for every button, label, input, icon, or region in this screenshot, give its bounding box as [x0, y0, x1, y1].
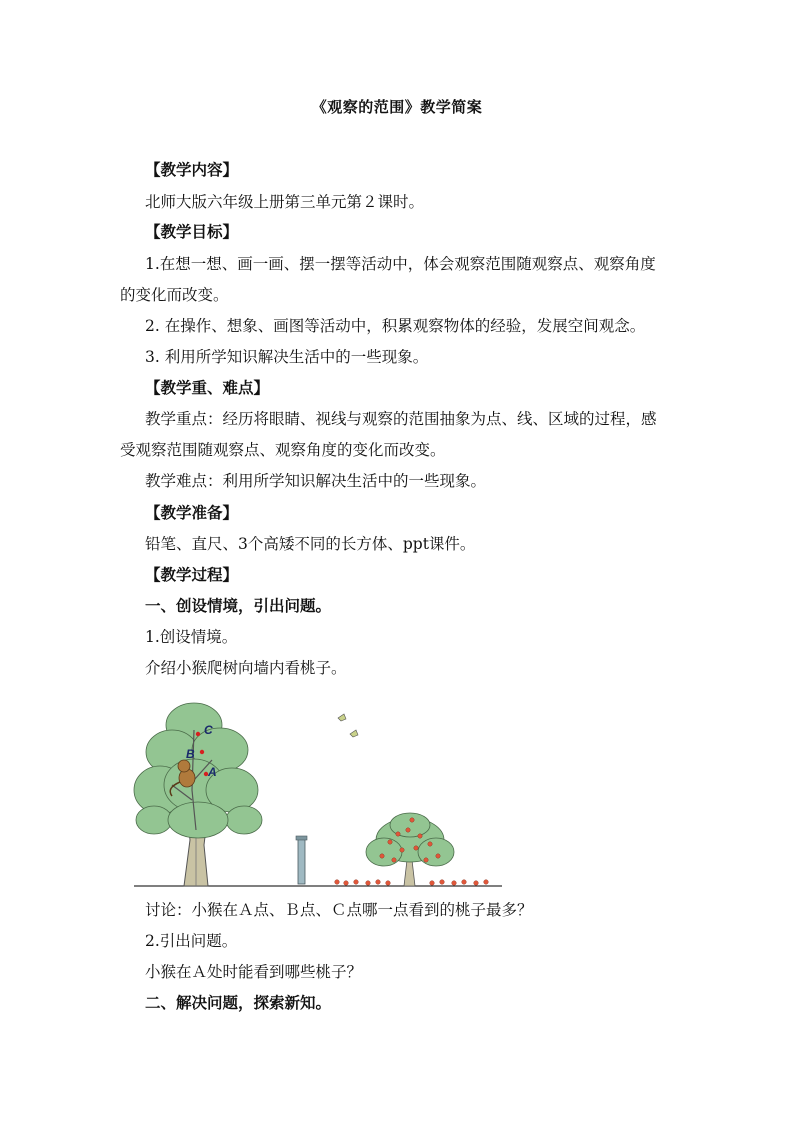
goal-1-line-1: 1.在想一想、画一画、摆一摆等活动中，体会观察范围随观察点、观察角度: [145, 255, 656, 273]
section-head-content: 【教学内容】: [145, 160, 239, 179]
point-b-marker: [200, 750, 204, 754]
key-point-line-1: 教学重点：经历将眼睛、视线与观察的范围抽象为点、线、区域的过程，感: [145, 410, 657, 428]
step-1: 1.创设情境。: [145, 628, 238, 646]
bird-icon: [350, 730, 358, 737]
bird-icon: [338, 714, 346, 721]
section-head-prep: 【教学准备】: [145, 503, 239, 522]
label-b: B: [186, 747, 195, 761]
discussion-question: 讨论：小猴在Ａ点、Ｂ点、Ｃ点哪一点看到的桃子最多？: [145, 901, 533, 919]
goal-1-line-2: 的变化而改变。: [120, 286, 229, 304]
section-head-goals: 【教学目标】: [145, 222, 239, 241]
prep-text: 铅笔、直尺、3个高矮不同的长方体、ppt课件。: [145, 535, 476, 553]
step-1-text: 介绍小猴爬树向墙内看桃子。: [145, 659, 347, 677]
key-point-line-2: 受观察范围随观察点、观察角度的变化而改变。: [120, 441, 446, 459]
section-2-heading: 二、解决问题，探索新知。: [145, 993, 332, 1012]
difficulty: 教学难点：利用所学知识解决生活中的一些现象。: [145, 472, 487, 490]
content-text: 北师大版六年级上册第三单元第２课时。: [145, 193, 425, 211]
step-2: 2.引出问题。: [145, 932, 238, 950]
page-title: 《观察的范围》教学简案: [311, 98, 483, 116]
section-head-key-points: 【教学重、难点】: [145, 378, 270, 397]
monkey-tree-illustration: [132, 690, 504, 890]
tree-foliage: [134, 703, 262, 838]
label-a: A: [208, 765, 217, 779]
section-1-heading: 一、创设情境，引出问题。: [145, 596, 332, 615]
goal-3: 3. 利用所学知识解决生活中的一些现象。: [145, 348, 429, 366]
wall-post: [298, 838, 305, 884]
peach-tree-trunk: [404, 860, 415, 886]
question: 小猴在Ａ处时能看到哪些桃子？: [145, 963, 363, 981]
section-head-process: 【教学过程】: [145, 565, 239, 584]
goal-2: 2. 在操作、想象、画图等活动中，积累观察物体的经验，发展空间观念。: [145, 317, 646, 335]
point-c-marker: [196, 732, 200, 736]
label-c: C: [204, 723, 213, 737]
